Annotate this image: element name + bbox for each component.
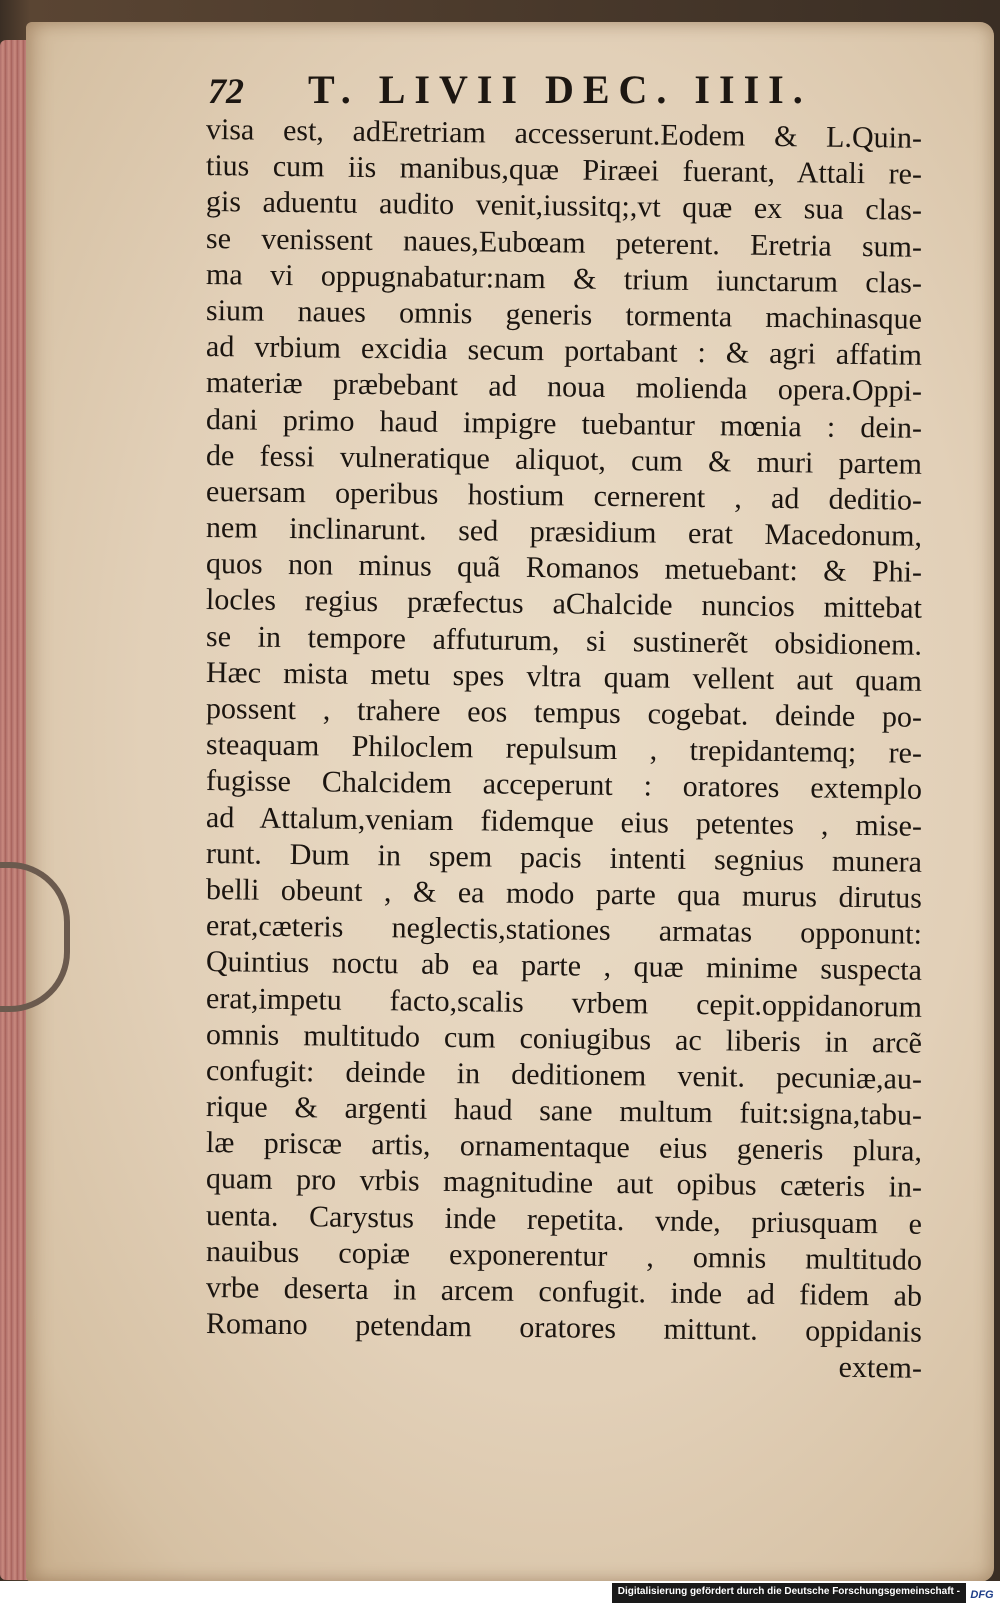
text-line: euersam operibus hostium cernerent , ad deditio- [205, 474, 923, 517]
page-header [208, 66, 848, 116]
text-line: erat,impetu facto,scalis vrbem cepit.oppidanorum [205, 981, 923, 1024]
text-line: Romano petendam oratores mittunt. oppidanis [205, 1307, 923, 1349]
digitization-credit: Digitalisierung gefördert durch die Deutsche Forschungsgemeinschaft - [612, 1583, 966, 1603]
text-line: se venissent naues,Eubœam peterent. Eretria sum- [205, 221, 923, 264]
text-line: possent , trahere eos tempus cogebat. deinde po- [205, 692, 923, 734]
text-line: locles regius præfectus aChalcide nuncios mittebat [205, 583, 923, 626]
text-line: erat,cæteris neglectis,stationes armatas opponunt: [205, 909, 923, 951]
text-line: omnis multitudo cum coniugibus ac liberis in arcẽ [205, 1017, 923, 1060]
body-text [205, 112, 923, 1386]
text-line: visa est, adEretriam accesserunt.Eodem & L.Quin- [205, 113, 923, 155]
text-line: rique & argenti haud sane multum fuit:signa,tabu- [205, 1090, 923, 1132]
text-line: gis aduentu audito venit,iussitq;,vt quæ ex sua clas- [205, 185, 923, 228]
text-line: uenta. Carystus inde repetita. vnde, priusquam e [205, 1198, 923, 1241]
text-line: Quintius noctu ab ea parte , quæ minime suspecta [205, 945, 923, 988]
text-line: nauibus copiæ exponerentur , omnis multitudo [205, 1234, 923, 1277]
text-line: Hæc mista metu spes vltra quam vellent aut quam [205, 655, 923, 698]
text-line: confugit: deinde in deditionem venit. pecuniæ,au- [205, 1053, 923, 1096]
text-line: nem inclinarunt. sed præsidium erat Macedonum, [205, 511, 923, 553]
running-title: T. LIVII DEC. IIII. [308, 67, 812, 112]
text-line: sium naues omnis generis tormenta machinasque [205, 293, 923, 336]
text-line: dani primo haud impigre tuebantur mœnia : dein- [205, 402, 923, 445]
text-line: extem- [838, 1351, 923, 1386]
text-line: belli obeunt , & ea modo parte qua murus dirutus [205, 872, 923, 915]
text-line: tius cum iis manibus,quæ Piræei fuerant, Attali re- [205, 149, 923, 191]
text-line: se in tempore affuturum, si sustinerẽt obsidionem. [205, 619, 923, 662]
text-line: vrbe deserta in arcem confugit. inde ad fidem ab [205, 1271, 923, 1313]
text-line: ad Attalum,veniam fidemque eius petentes , mise- [205, 800, 923, 843]
text-line: læ priscæ artis, ornamentaque eius generis plura, [205, 1126, 923, 1168]
text-line: fugisse Chalcidem acceperunt : oratores extemplo [205, 764, 923, 807]
text-line: quos non minus quã Romanos metuebant: & Phi- [205, 547, 923, 589]
text-line: ma vi oppugnabatur:nam & trium iunctarum clas- [205, 257, 923, 300]
page-number: 72 [208, 71, 244, 111]
text-line: materiæ præbebant ad noua molienda opera.Oppi- [205, 366, 923, 409]
text-line: quam pro vrbis magnitudine aut opibus cæteris in- [205, 1162, 923, 1205]
dfg-logo: DFG [968, 1587, 996, 1603]
text-line: steaquam Philoclem repulsum , trepidantemq; re- [205, 728, 923, 770]
text-line: runt. Dum in spem pacis intenti segnius munera [205, 836, 923, 879]
text-line: ad vrbium excidia secum portabant : & agri affatim [205, 330, 923, 372]
text-line: de fessi vulneratique aliquot, cum & muri partem [205, 438, 923, 481]
